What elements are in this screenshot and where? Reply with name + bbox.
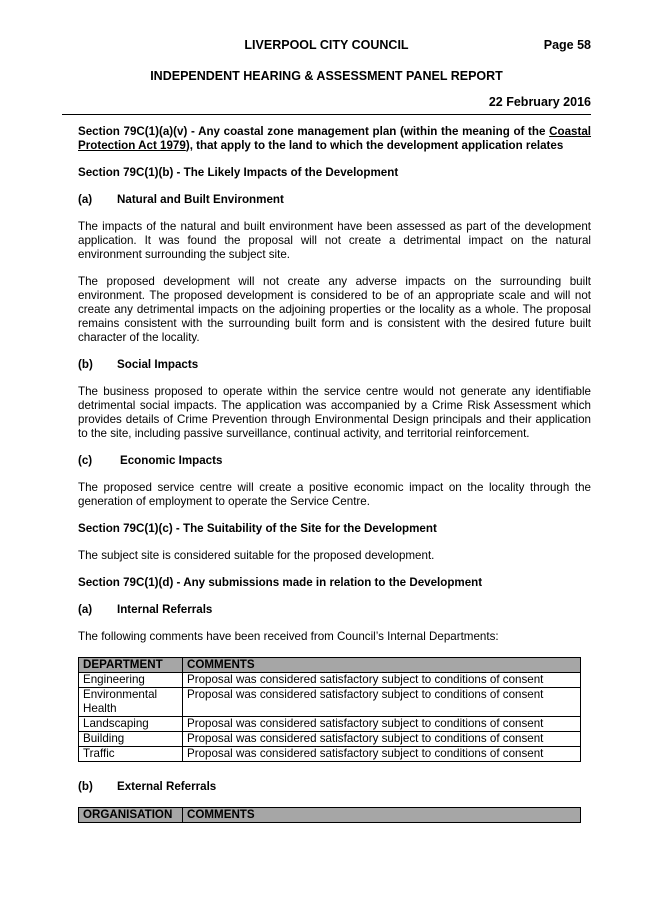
section-submissions-heading: Section 79C(1)(d) - Any submissions made in relation to the Development [78,576,483,589]
council-name: LIVERPOOL CITY COUNCIL [244,38,409,52]
column-header-comments: COMMENTS [183,808,581,823]
comment-cell: Proposal was considered satisfactory subject to conditions of consent [183,732,581,747]
table-header-row [79,658,581,673]
paragraph: The subject site is considered suitable for the proposed development. [78,549,435,562]
table-row [79,688,581,717]
subheading-title: Social Impacts [117,358,199,371]
department-cell: Building [79,732,183,747]
department-cell: Traffic [79,747,183,762]
comment-cell: Proposal was considered satisfactory subject to conditions of consent [183,717,581,732]
external-referrals-table [78,807,581,823]
header-divider [62,114,591,115]
subheading-label: (b) [78,358,93,371]
coastal-act-reference: Coastal Protection Act 1979 [78,125,591,152]
coastal-heading-rest: ), that apply to the land to which the development application relates [185,139,564,152]
paragraph: The impacts of the natural and built environment have been assessed as part of the development application. It was found the proposal will not create a detrimental impact on the natural environment surrounding the subject site. [78,220,591,261]
page-number: Page 58 [543,38,591,52]
subheading-internal-referrals [78,603,591,617]
coastal-heading-text: Section 79C(1)(a)(v) - Any coastal zone management plan (within the meaning of the [78,125,550,138]
column-header-organisation: ORGANISATION [79,808,183,823]
paragraph: The business proposed to operate within the service centre would not generate any identifiable detrimental social impacts. The application was accompanied by a Crime Risk Assessment which provides details of Crime Prevention through Environmental Design principals and their application to the site, including passive surveillance, continual activity, and territorial reinforcement. [78,385,591,440]
column-header-comments: COMMENTS [183,658,581,673]
department-cell: Landscaping [79,717,183,732]
subheading-label: (a) [78,603,93,616]
report-title: INDEPENDENT HEARING & ASSESSMENT PANEL REPORT [150,69,503,83]
report-date: 22 February 2016 [488,95,591,109]
department-cell: Engineering [79,673,183,688]
subheading-external-referrals [78,780,591,794]
table-header-row [79,808,581,823]
paragraph: The proposed service centre will create a positive economic impact on the locality through the generation of employment to operate the Service Centre. [78,481,591,508]
column-header-department: DEPARTMENT [79,658,183,673]
subheading-title: Internal Referrals [117,603,213,616]
table-row [79,717,581,732]
subheading-natural-built [78,193,591,207]
subheading-title: Natural and Built Environment [117,193,284,206]
subheading-label: (c) [78,454,93,467]
section-suitability-heading: Section 79C(1)(c) - The Suitability of the Site for the Development [78,522,437,535]
paragraph: The following comments have been received from Council’s Internal Departments: [78,630,499,643]
comment-cell: Proposal was considered satisfactory subject to conditions of consent [183,747,581,762]
section-impacts-heading: Section 79C(1)(b) - The Likely Impacts of the Development [78,166,399,179]
department-cell: Environmental Health [79,688,183,717]
table-row [79,673,581,688]
subheading-title: Economic Impacts [120,454,223,467]
paragraph: The proposed development will not create any adverse impacts on the surrounding built environment. The proposed development is considered to be of an appropriate scale and will not create any detrimental impacts on the adjoining properties or the locality as a whole. The proposal remains consistent with the surrounding built form and is consistent with the desired future built character of the locality. [78,275,591,344]
report-body [78,125,591,823]
subheading-economic [78,454,591,468]
internal-referrals-table [78,657,581,762]
subheading-label: (b) [78,780,93,793]
section-coastal-heading [78,125,591,153]
comment-cell: Proposal was considered satisfactory subject to conditions of consent [183,688,581,717]
subheading-title: External Referrals [117,780,217,793]
table-row [79,732,581,747]
subheading-label: (a) [78,193,93,206]
subheading-social [78,358,591,372]
table-row [79,747,581,762]
comment-cell: Proposal was considered satisfactory subject to conditions of consent [183,673,581,688]
